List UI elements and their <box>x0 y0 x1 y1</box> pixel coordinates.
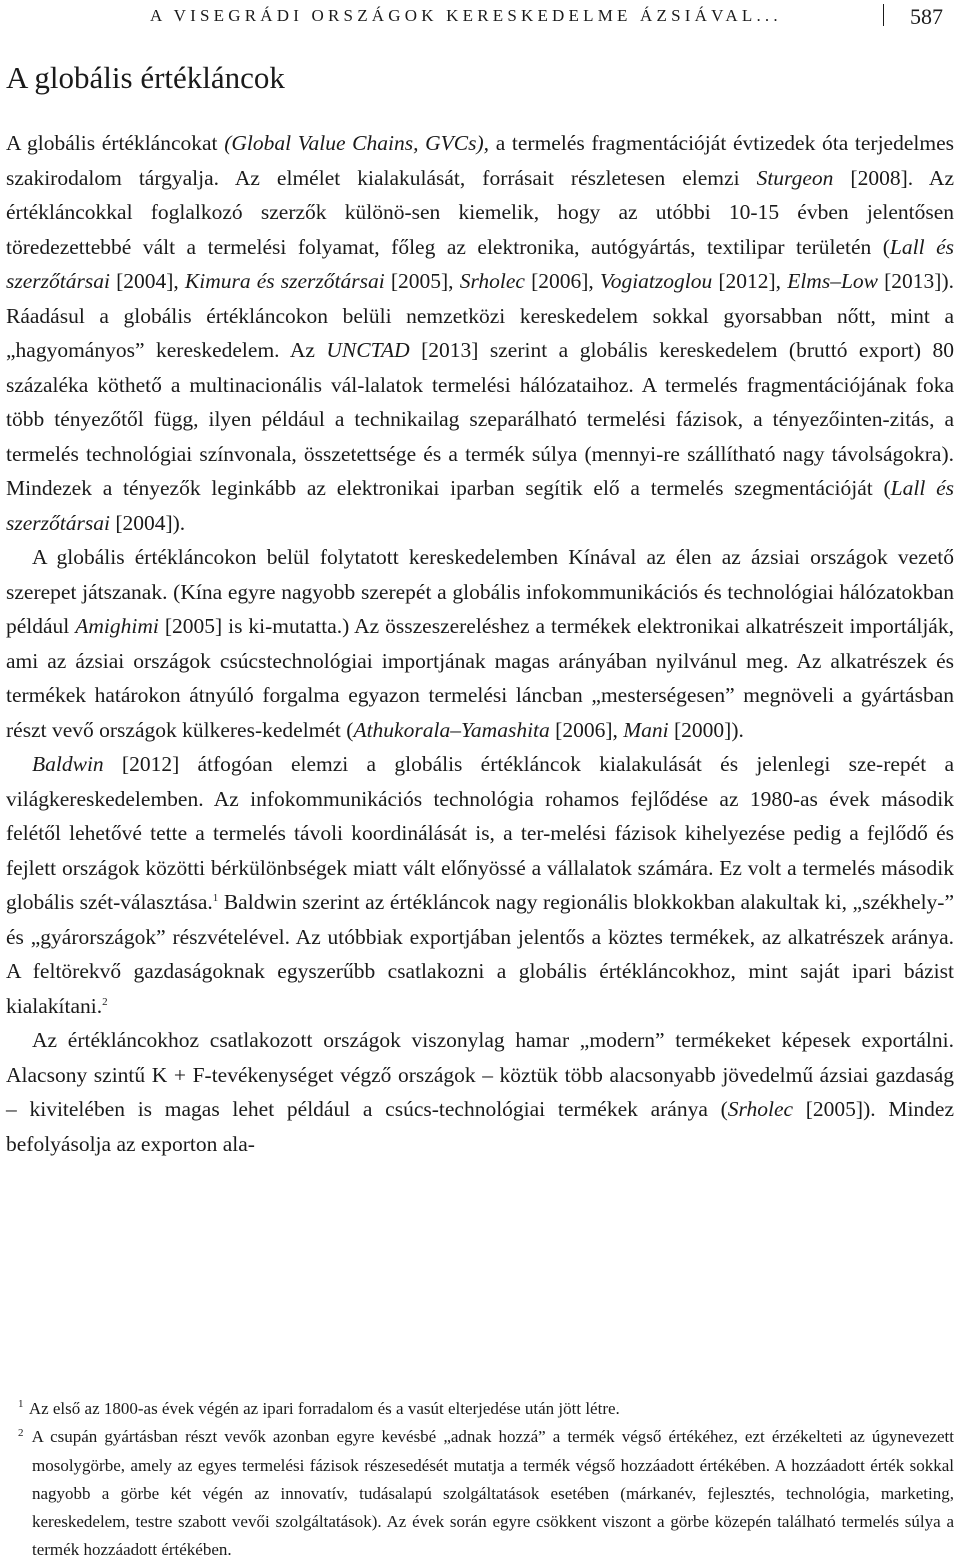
running-head <box>150 4 960 28</box>
paragraph <box>6 747 954 1023</box>
page-number: 587 <box>910 4 943 29</box>
paragraph <box>6 1023 954 1161</box>
text-run: [2006], <box>524 269 600 293</box>
text-run: [2004]). <box>109 510 186 535</box>
text-run: [2000]). <box>668 717 744 742</box>
footnote-text: A csupán gyártásban részt vevők azonban egyre kevésbé „adnak hozzá” a termék végső értékéhez, ezt érzékelteti az úgynevezett mosolygörbe, amely az egyes termelési fázisok részesedését mutatja a termék végső hozzáadott értékében. A hozzáadott érték sokkal nagyobb a görbe két végén az innovatív, tudásalapú szolgáltatások esetében (márkanév, fejlesztés, technológia, marketing, kereskedelem, testre szabott vevői szolgáltatások). Az évek során egyre csökkent viszont a görbe közepén található termelés súlya a termék hozzáadott értékében. <box>31 1427 955 1560</box>
footnote <box>6 1395 954 1423</box>
italic-run: (Global Value Chains, GVCs), <box>224 131 490 155</box>
text-run: [2006], <box>549 717 624 742</box>
text-run: [2005] is ki-mutatta.) Az összeszereléshez a termékek elektronikai alkatrészeit importálják, ami az ázsiai országok csúcstechnológiai importjának magas arányában nyilvánul meg. Az alkatrészek és termékek határokon átnyúló forgalma egyazon termelési láncban „mesterségesen” megnöveli a gyártásban részt vevő országok külkeres-kedelmét ( <box>6 614 954 742</box>
footnote-ref: 2 <box>102 995 108 1008</box>
text-run: A globális értékláncokon belül folytatott kereskedelemben Kínával az élen az ázsiai országok vezető szerepet játszanak. (Kína egyre nagyobb szerepét a globális infokommunikációs és technológiai hálózatokban például <box>6 545 954 638</box>
text-run: [2013]). Ráadásul a globális értékláncokon belüli nemzetközi kereskedelem sokkal gyorsabban nőtt, mint a „hagyományos” kereskedelem. Az <box>6 269 954 362</box>
footnote <box>6 1423 954 1564</box>
section-title: A globális értékláncok <box>6 60 285 95</box>
italic-run: Athukorala–Yamashita <box>353 717 550 742</box>
italic-run: Elms–Low <box>787 269 878 293</box>
paragraph <box>6 540 954 747</box>
text-run: [2012], <box>712 269 788 293</box>
italic-run: UNCTAD <box>326 338 410 362</box>
footnote-ref: 1 <box>212 891 219 904</box>
footnotes <box>6 1395 954 1565</box>
text-run: A globális értékláncokat <box>6 131 225 155</box>
footnote-number: 2 <box>18 1426 24 1439</box>
text-run: [2013] szerint a globális kereskedelem (bruttó export) 80 százaléka köthető a multinacionális vál-lalatok termelési hálózataihoz. A termelés fragmentációjának foka több tényezőtől függ, ilyen például a technikailag szeparálható termelési fázisok, a tényezőinten-zitás, a termelés technológiai színvonala, összetettsége és a termék súlya (mennyi-re szállítható nagy távolságokra). Mindezek a tényezők leginkább az elektronikai iparban segítik elő a termelés szegmentációját ( <box>6 338 954 500</box>
text-run: [2012] átfogóan elemzi a globális értékláncok kialakulását és jelenlegi sze-repét a világkereskedelemben. Az infokommunikációs technológia rohamos fejlődése az 1980-as évek második felétől lehetővé tette a termelés távoli koordinálását is, a ter-melési fázisok kihelyezése pedig a fejlődő és fejlett országok közötti bérkülönbségek miatt vált előnyössé a vállalatok számára. Ez volt a termelés második globális szét-választása. <box>6 752 954 914</box>
italic-run: Srholec <box>459 269 525 293</box>
paragraph <box>6 126 954 540</box>
text-run: [2005]). Mindez befolyásolja az exporton ala- <box>6 1097 955 1156</box>
text-run: [2004], <box>109 269 185 293</box>
text-run: a termelés fragmentációját évtizedek óta terjedelmes szakirodalom tárgyalja. Az elmélet kialakulását, forrásait részletesen elemzi <box>6 131 955 190</box>
text-run: [2005], <box>384 269 460 293</box>
body-text <box>6 126 954 1161</box>
running-title: A VISEGRÁDI ORSZÁGOK KERESKEDELME ÁZSIÁVAL... <box>150 6 782 25</box>
italic-run: Vogiatzoglou <box>599 269 713 293</box>
footnote-number: 1 <box>18 1398 24 1411</box>
italic-run: Kimura és szerzőtársai <box>184 269 385 293</box>
italic-run: Baldwin <box>32 752 104 776</box>
italic-run: Srholec <box>727 1097 794 1121</box>
italic-run: Amighimi <box>75 614 159 638</box>
text-run: Baldwin szerint az értékláncok nagy regionális blokkokban alakultak ki, „székhely-” és „gyárországok” részvételével. Az utóbbiak exportjában jelentős a köztes termékek, az alkatrészek aránya. A feltörekvő gazdaságoknak egyszerűbb csatlakozni a globális értékláncokhoz, mint saját ipari bázist kialakítani. <box>6 890 954 1018</box>
text-run: [2008]. Az értékláncokkal foglalkozó szerzők különö-sen kiemelik, hogy az utóbbi 10-15 évben jelentősen töredezettebbé vált a termelési folyamat, főleg az elektronika, autógyártás, textilipar területén ( <box>6 165 955 259</box>
italic-run: Lall és szerzőtársai <box>6 234 954 293</box>
running-head-separator <box>883 4 884 26</box>
italic-run: Mani <box>623 717 669 742</box>
italic-run: Lall és szerzőtársai <box>6 476 954 535</box>
text-run: Az értékláncokhoz csatlakozott országok viszonylag hamar „modern” termékeket képesek exportálni. Alacsony szintű K + F-tevékenységet végző országok – köztük több alacsonyabb jövedelmű ázsiai gazdaság – kivitelében is magas lehet például a csúcs-technológiai termékek aránya ( <box>6 1028 954 1121</box>
italic-run: Sturgeon <box>756 165 834 190</box>
footnote-text: Az első az 1800-as évek végén az ipari forradalom és a vasút elterjedése után jött létre. <box>28 1399 620 1418</box>
